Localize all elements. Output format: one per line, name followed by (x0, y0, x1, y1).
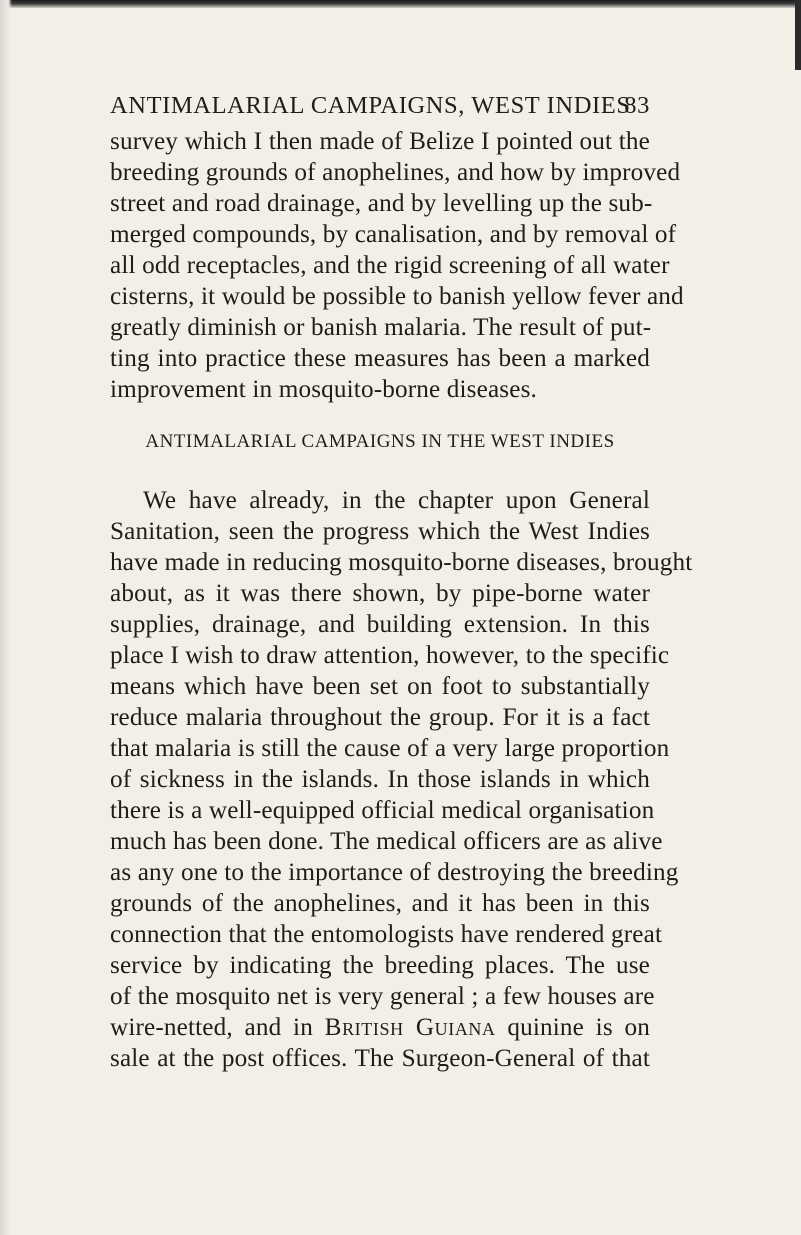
page-top-shadow (0, 0, 801, 8)
section-heading: ANTIMALARIAL CAMPAIGNS IN THE WEST INDIES (145, 431, 615, 452)
text-line: ting into practice these measures has been a marked (110, 345, 650, 372)
text-line: have made in reducing mosquito-borne diseases, brought (110, 549, 693, 576)
text-line: service by indicating the breeding places. The use (110, 952, 650, 979)
text-line: sale at the post offices. The Surgeon-General of that (110, 1045, 650, 1072)
text-line: means which have been set on foot to substantially (110, 673, 650, 700)
page-gutter-shadow (0, 0, 12, 1235)
text-line: of sickness in the islands. In those islands in which (110, 766, 650, 793)
page-edge-mark (795, 0, 801, 70)
text-line: Sanitation, seen the progress which the West Indies (110, 518, 650, 545)
text-line: cisterns, it would be possible to banish yellow fever and (110, 283, 684, 310)
paragraph-2 (110, 485, 693, 1074)
book-page (110, 92, 693, 1074)
text-line: there is a well-equipped official medical organisation (110, 797, 655, 824)
text-line: reduce malaria throughout the group. For it is a fact (110, 704, 650, 731)
running-head (110, 92, 650, 126)
paragraph-1 (110, 126, 684, 405)
place-name-small-caps: British Guiana (324, 1014, 496, 1041)
text-line: street and road drainage, and by levelling up the sub- (110, 190, 653, 217)
page-number: 83 (624, 92, 650, 119)
text-fragment: wire-netted, and in (110, 1014, 325, 1041)
text-line: as any one to the importance of destroying the breeding (110, 859, 679, 886)
text-line: improvement in mosquito-borne diseases. (110, 376, 537, 403)
text-line: place I wish to draw attention, however, to the specific (110, 642, 670, 669)
text-line: breeding grounds of anophelines, and how by improved (110, 159, 681, 186)
text-line (110, 1012, 650, 1043)
text-line: all odd receptacles, and the rigid screening of all water (110, 252, 670, 279)
text-line: much has been done. The medical officers are as alive (110, 828, 663, 855)
running-head-title: ANTIMALARIAL CAMPAIGNS, WEST INDIES (110, 92, 631, 119)
text-line: grounds of the anophelines, and it has been in this (110, 890, 650, 917)
text-line: greatly diminish or banish malaria. The result of put- (110, 314, 652, 341)
text-line: survey which I then made of Belize I pointed out the (110, 128, 650, 155)
text-fragment: quinine is on (495, 1014, 650, 1041)
text-line: connection that the entomologists have rendered great (110, 921, 663, 948)
text-line: that malaria is still the cause of a very large proportion (110, 735, 670, 762)
text-line: merged compounds, by canalisation, and by removal of (110, 221, 677, 248)
text-line: about, as it was there shown, by pipe-borne water (110, 580, 650, 607)
text-line: supplies, drainage, and building extension. In this (110, 611, 650, 638)
text-line: of the mosquito net is very general ; a few houses are (110, 983, 655, 1010)
text-line: We have already, in the chapter upon General (143, 487, 650, 514)
